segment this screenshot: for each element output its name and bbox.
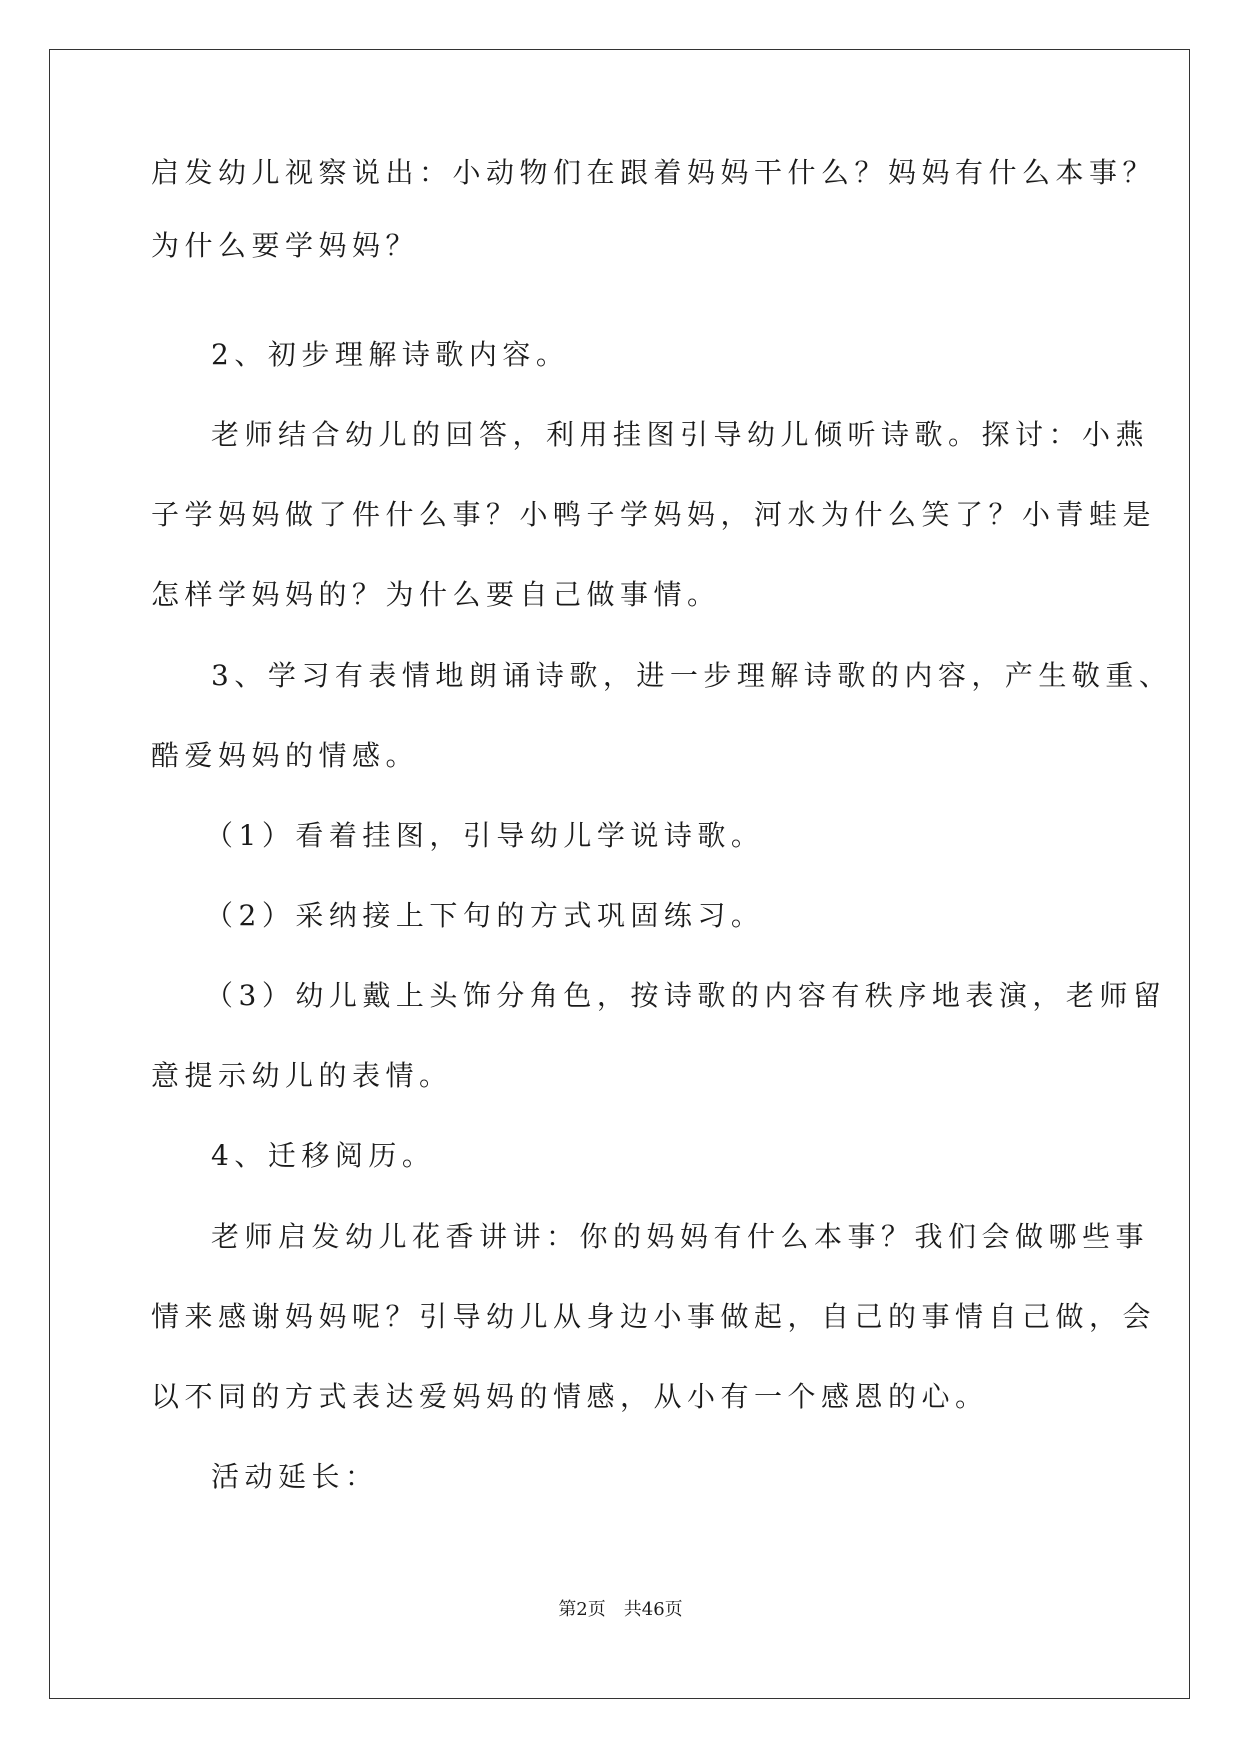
section-heading: 4、迁移阅历。: [211, 1139, 436, 1172]
paragraph-line: 以不同的方式表达爱妈妈的情感，从小有一个感恩的心。: [151, 1380, 989, 1413]
total-pages: 共46页: [623, 1599, 683, 1620]
paragraph-line: 酷爱妈妈的情感。: [151, 739, 420, 772]
paragraph-line: 意提示幼儿的表情。: [151, 1059, 453, 1092]
page-footer: [0, 1598, 1241, 1622]
paragraph-line: 子学妈妈做了件什么事？小鸭子学妈妈，河水为什么笑了？小青蛙是: [151, 498, 1157, 531]
paragraph-line: 启发幼儿视察说出：小动物们在跟着妈妈干什么？妈妈有什么本事？: [151, 156, 1157, 189]
paragraph-line: 老师启发幼儿花香讲讲：你的妈妈有什么本事？我们会做哪些事: [211, 1220, 1150, 1253]
section-heading: 3、学习有表情地朗诵诗歌，进一步理解诗歌的内容，产生敬重、: [211, 659, 1173, 692]
paragraph-line: 怎样学妈妈的？为什么要自己做事情。: [151, 578, 721, 611]
list-item: （2）采纳接上下句的方式巩固练习。: [205, 899, 765, 932]
section-heading: 2、初步理解诗歌内容。: [211, 338, 570, 371]
paragraph-line: 为什么要学妈妈？: [151, 229, 420, 262]
section-heading: 活动延长：: [211, 1460, 379, 1493]
page-number: 第2页: [558, 1599, 606, 1620]
list-item: （3）幼儿戴上头饰分角色，按诗歌的内容有秩序地表演，老师留: [205, 979, 1167, 1012]
paragraph-line: 老师结合幼儿的回答，利用挂图引导幼儿倾听诗歌。探讨：小燕: [211, 418, 1150, 451]
paragraph-line: 情来感谢妈妈呢？引导幼儿从身边小事做起，自己的事情自己做，会: [151, 1300, 1157, 1333]
page-border: [49, 49, 1190, 1699]
list-item: （1）看着挂图，引导幼儿学说诗歌。: [205, 819, 765, 852]
